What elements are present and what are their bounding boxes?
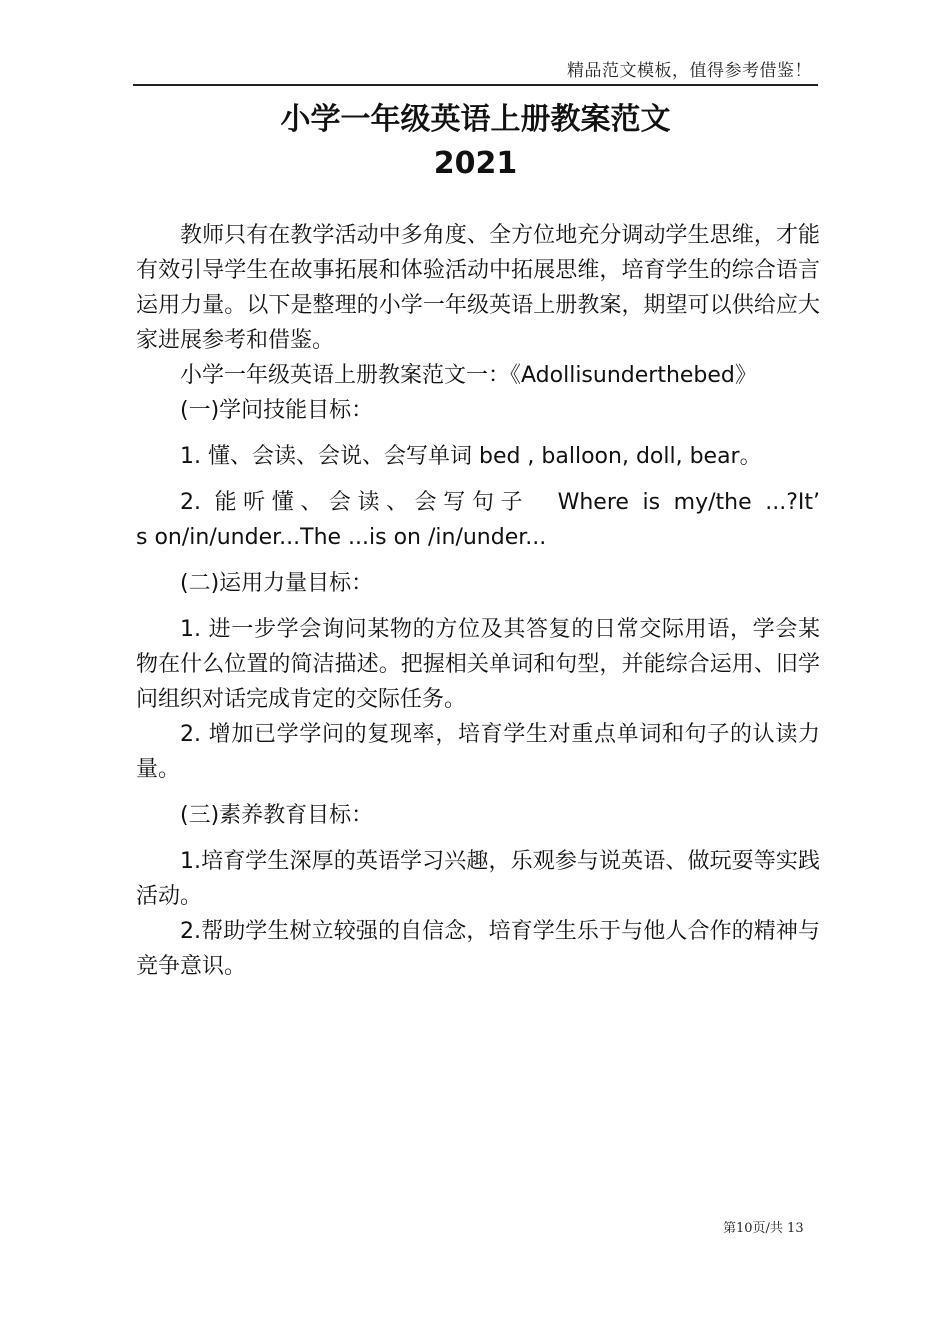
section3-heading: (三)素养教育目标： (180, 803, 374, 828)
section2-item-1: 1. 进一步学会询问某物的方位及其答复的日常交际用语，学会某物在什么位置的简洁描述。把握相关单词和句型，并能综合运用、旧学问组织对话完成肯定的交际任务。 (136, 617, 820, 712)
section2-item-2: 2. 增加已学学问的复现率，培育学生对重点单词和句子的认读力量。 (136, 722, 820, 782)
section1-item-2-line-2: s on/in/under...The ...is on /in/under... (136, 525, 547, 550)
document-title (133, 98, 818, 186)
lesson-title: 小学一年级英语上册教案范文一：《Adollisunderthebed》 (180, 363, 757, 388)
section3-item-2: 2.帮助学生树立较强的自信念，培育学生乐于与他人合作的精神与竞争意识。 (136, 919, 820, 979)
intro-paragraph: 教师只有在教学活动中多角度、全方位地充分调动学生思维，才能有效引导学生在故事拓展和体验活动中拓展思维，培育学生的综合语言运用力量。以下是整理的小学一年级英语上册教案，期望可以供给应大家进展参考和借鉴。 (136, 223, 820, 353)
page-header (133, 50, 818, 86)
section1-item-2 (136, 485, 820, 555)
section1-item-2-line-1: 2. 能听懂、会读、会写句子 Where is my/the ...?It’ (180, 490, 820, 515)
page-number: 第10页/共 13 (723, 1221, 804, 1236)
title-line-1: 小学一年级英语上册教案范文 (280, 102, 671, 137)
header-text: 精品范文模板，值得参考借鉴！ (567, 61, 812, 81)
section2-heading: (二)运用力量目标： (180, 571, 374, 596)
title-line-2: 2021 (433, 146, 518, 181)
section1-heading: (一)学问技能目标： (180, 398, 374, 423)
section1-item-1: 1. 懂、会读、会说、会写单词 bed , balloon, doll, bear。 (180, 444, 762, 469)
document-body (136, 218, 820, 984)
section3-item-1: 1.培育学生深厚的英语学习兴趣，乐观参与说英语、做玩耍等实践活动。 (136, 849, 820, 909)
